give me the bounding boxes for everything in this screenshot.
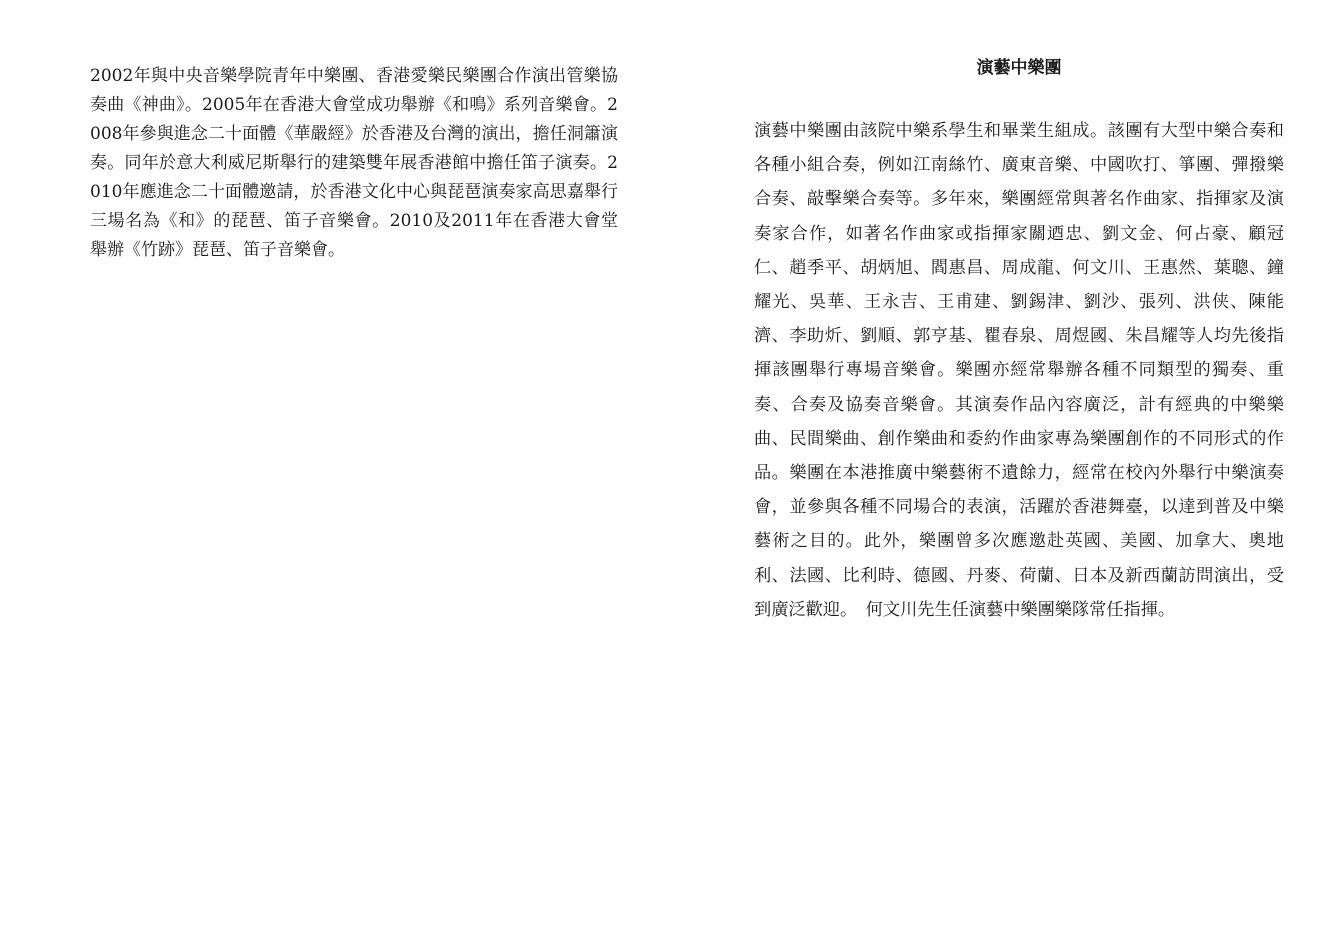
right-page: [754, 57, 1284, 627]
section-title: 演藝中樂團: [976, 58, 1062, 78]
left-page: [90, 62, 618, 265]
right-page-paragraph: 演藝中樂團由該院中樂系學生和畢業生組成。該團有大型中樂合奏和各種小組合奏，例如江南絲竹、廣東音樂、中國吹打、箏團、彈撥樂合奏、敲擊樂合奏等。多年來，樂團經常與著名作曲家、指揮家及演奏家合作，如著名作曲家或指揮家關迺忠、劉文金、何占豪、顧冠仁、趙季平、胡炳旭、閻惠昌、周成龍、何文川、王惠然、葉聰、鐘耀光、吳華、王永吉、王甫建、劉錫津、劉沙、張列、洪侠、陳能濟、李助炘、劉順、郭亨基、瞿春泉、周煜國、朱昌耀等人均先後指揮該團舉行專場音樂會。樂團亦經常舉辦各種不同類型的獨奏、重奏、合奏及協奏音樂會。其演奏作品內容廣泛，計有經典的中樂樂曲、民間樂曲、創作樂曲和委約作曲家專為樂團創作的不同形式的作品。樂團在本港推廣中樂藝術不遺餘力，經常在校內外舉行中樂演奏會，並參與各種不同場合的表演，活躍於香港舞臺，以達到普及中樂藝術之目的。此外，樂團曾多次應邀赴英國、美國、加拿大、奧地利、法國、比利時、德國、丹麥、荷蘭、日本及新西蘭訪問演出，受到廣泛歡迎。 何文川先生任演藝中樂團樂隊常任指揮。: [754, 121, 1284, 620]
left-page-paragraph: 2002年與中央音樂學院青年中樂團、香港愛樂民樂團合作演出管樂協奏曲《神曲》。2005年在香港大會堂成功舉辦《和鳴》系列音樂會。2008年參與進念二十面體《華嚴經》於香港及台灣的演出，擔任洞簫演奏。同年於意大利威尼斯舉行的建築雙年展香港館中擔任笛子演奏。2010年應進念二十面體邀請，於香港文化中心與琵琶演奏家高思嘉舉行三場名為《和》的琵琶、笛子音樂會。2010及2011年在香港大會堂舉辦《竹跡》琵琶、笛子音樂會。: [90, 66, 618, 260]
